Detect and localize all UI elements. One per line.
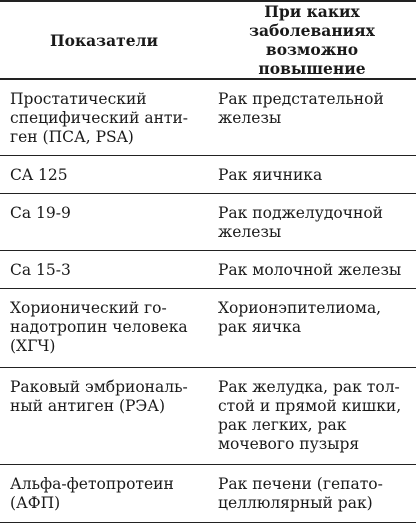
indicator-cell: Хорионический го- надотропин человека (ХГЧ): [0, 289, 208, 368]
table-row: [0, 156, 416, 194]
table-row: [0, 289, 416, 368]
indicator-cell: Альфа-фетопротеин (АФП): [0, 465, 208, 523]
disease-cell: Рак поджелудочной железы: [208, 194, 416, 251]
indicator-cell: CA 125: [0, 156, 208, 194]
disease-cell: Рак яичника: [208, 156, 416, 194]
indicator-cell: Простатический специфический анти- ген (ПСА, PSA): [0, 79, 208, 156]
disease-cell: Рак предстательной железы: [208, 79, 416, 156]
indicator-cell: Раковый эмбриональ- ный антиген (РЭА): [0, 368, 208, 465]
indicator-cell: Ca 15-3: [0, 251, 208, 289]
header-indicator: Показатели: [0, 1, 208, 79]
table-row: [0, 251, 416, 289]
table-row: [0, 465, 416, 523]
table-row: [0, 368, 416, 465]
header-diseases: При каких заболеваниях возможно повышение: [208, 1, 416, 79]
disease-cell: Рак печени (гепато- целлюлярный рак): [208, 465, 416, 523]
indicator-cell: Ca 19-9: [0, 194, 208, 251]
disease-cell: Рак желудка, рак тол- стой и прямой кишки, рак легких, рак мочевого пузыря: [208, 368, 416, 465]
disease-cell: Хорионэпителиома, рак яичка: [208, 289, 416, 368]
table-row: [0, 79, 416, 156]
disease-cell: Рак молочной железы: [208, 251, 416, 289]
table-header-row: [0, 1, 416, 79]
table-row: [0, 194, 416, 251]
